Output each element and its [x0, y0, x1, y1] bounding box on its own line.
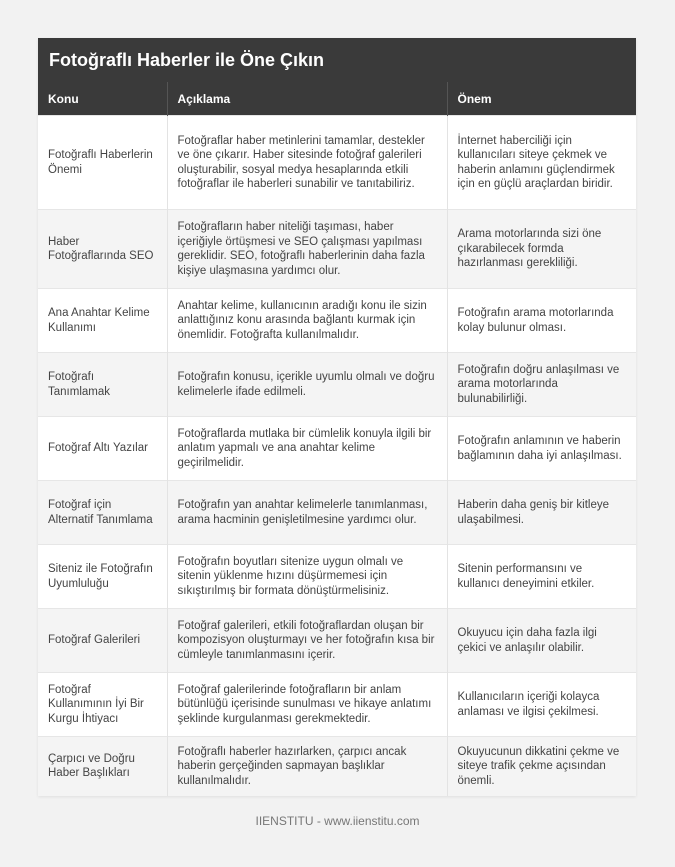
cell-importance: Okuyucu için daha fazla ilgi çekici ve anlaşılır olabilir.	[447, 609, 636, 673]
cell-description: Fotoğraflarda mutlaka bir cümlelik konuyla ilgili bir anlatım yapmalı ve ana anahtar kelime geçirilmelidir.	[167, 417, 447, 481]
cell-topic: Fotoğraflı Haberlerin Önemi	[38, 116, 167, 210]
header-aciklama: Açıklama	[167, 82, 447, 116]
cell-topic: Çarpıcı ve Doğru Haber Başlıkları	[38, 737, 167, 796]
table-row	[38, 353, 636, 417]
cell-description: Fotoğrafın konusu, içerikle uyumlu olmalı ve doğru kelimelerle ifade edilmeli.	[167, 353, 447, 417]
table-row	[38, 481, 636, 545]
cell-description: Anahtar kelime, kullanıcının aradığı konu ile sizin anlattığınız konu arasında bağlantı kurmak için önemlidir. Fotoğrafta kullanılmalıdır.	[167, 289, 447, 353]
table-row	[38, 545, 636, 609]
table-row	[38, 289, 636, 353]
cell-importance: İnternet haberciliği için kullanıcıları siteye çekmek ve haberin anlamını güçlendirmek için en güçlü araçlardan biridir.	[447, 116, 636, 210]
cell-description: Fotoğraf galerilerinde fotoğrafların bir anlam bütünlüğü içerisinde sunulması ve hikaye anlatımı şeklinde kurgulanması gerekmektedir.	[167, 673, 447, 737]
table-row	[38, 116, 636, 210]
table-title: Fotoğraflı Haberler ile Öne Çıkın	[38, 38, 636, 82]
header-row	[38, 82, 636, 116]
cell-topic: Siteniz ile Fotoğrafın Uyumluluğu	[38, 545, 167, 609]
cell-topic: Ana Anahtar Kelime Kullanımı	[38, 289, 167, 353]
cell-importance: Kullanıcıların içeriği kolayca anlaması ve ilgisi çekilmesi.	[447, 673, 636, 737]
cell-topic: Fotoğraf Kullanımının İyi Bir Kurgu İhtiyacı	[38, 673, 167, 737]
cell-importance: Arama motorlarında sizi öne çıkarabilecek formda hazırlanması gerekliliği.	[447, 210, 636, 289]
table-row	[38, 737, 636, 796]
cell-description: Fotoğrafın yan anahtar kelimelerle tanımlanması, arama hacminin genişletilmesine yardımcı olur.	[167, 481, 447, 545]
cell-description: Fotoğrafın boyutları sitenize uygun olmalı ve sitenin yüklenme hızını düşürmemesi için sıkıştırılmış bir formata dönüştürmelisiniz.	[167, 545, 447, 609]
cell-importance: Okuyucunun dikkatini çekme ve siteye trafik çekme açısından önemli.	[447, 737, 636, 796]
header-konu: Konu	[38, 82, 167, 116]
cell-importance: Sitenin performansını ve kullanıcı deneyimini etkiler.	[447, 545, 636, 609]
header-onem: Önem	[447, 82, 636, 116]
cell-description: Fotoğrafların haber niteliği taşıması, haber içeriğiyle örtüşmesi ve SEO çalışması yapılması gereklidir. SEO, fotoğraflı haberlerinin daha fazla kişiye ulaşmasına yardımcı olur.	[167, 210, 447, 289]
table-row	[38, 673, 636, 737]
cell-topic: Fotoğraf için Alternatif Tanımlama	[38, 481, 167, 545]
cell-description: Fotoğraflı haberler hazırlarken, çarpıcı ancak haberin gerçeğinden sapmayan başlıklar kullanılmalıdır.	[167, 737, 447, 796]
cell-topic: Haber Fotoğraflarında SEO	[38, 210, 167, 289]
cell-importance: Fotoğrafın arama motorlarında kolay bulunur olması.	[447, 289, 636, 353]
cell-importance: Fotoğrafın doğru anlaşılması ve arama motorlarında bulunabilirliği.	[447, 353, 636, 417]
cell-description: Fotoğraflar haber metinlerini tamamlar, destekler ve öne çıkarır. Haber sitesinde fotoğraf galerileri oluşturabilir, sosyal medya hesaplarında etkili fotoğraflar ile haberleri sunabilir ve tanıtabiliriz.	[167, 116, 447, 210]
table-row	[38, 210, 636, 289]
cell-topic: Fotoğraf Galerileri	[38, 609, 167, 673]
cell-importance: Fotoğrafın anlamının ve haberin bağlamının daha iyi anlaşılması.	[447, 417, 636, 481]
cell-description: Fotoğraf galerileri, etkili fotoğraflardan oluşan bir kompozisyon oluşturmayı ve her fotoğrafın kısa bir cümleyle tanımlanmasını içerir.	[167, 609, 447, 673]
footer-credit: IIENSTITU - www.iienstitu.com	[255, 814, 420, 828]
data-table	[38, 82, 636, 796]
cell-topic: Fotoğraf Altı Yazılar	[38, 417, 167, 481]
table-card	[38, 38, 636, 796]
cell-importance: Haberin daha geniş bir kitleye ulaşabilmesi.	[447, 481, 636, 545]
table-row	[38, 609, 636, 673]
table-row	[38, 417, 636, 481]
cell-topic: Fotoğrafı Tanımlamak	[38, 353, 167, 417]
